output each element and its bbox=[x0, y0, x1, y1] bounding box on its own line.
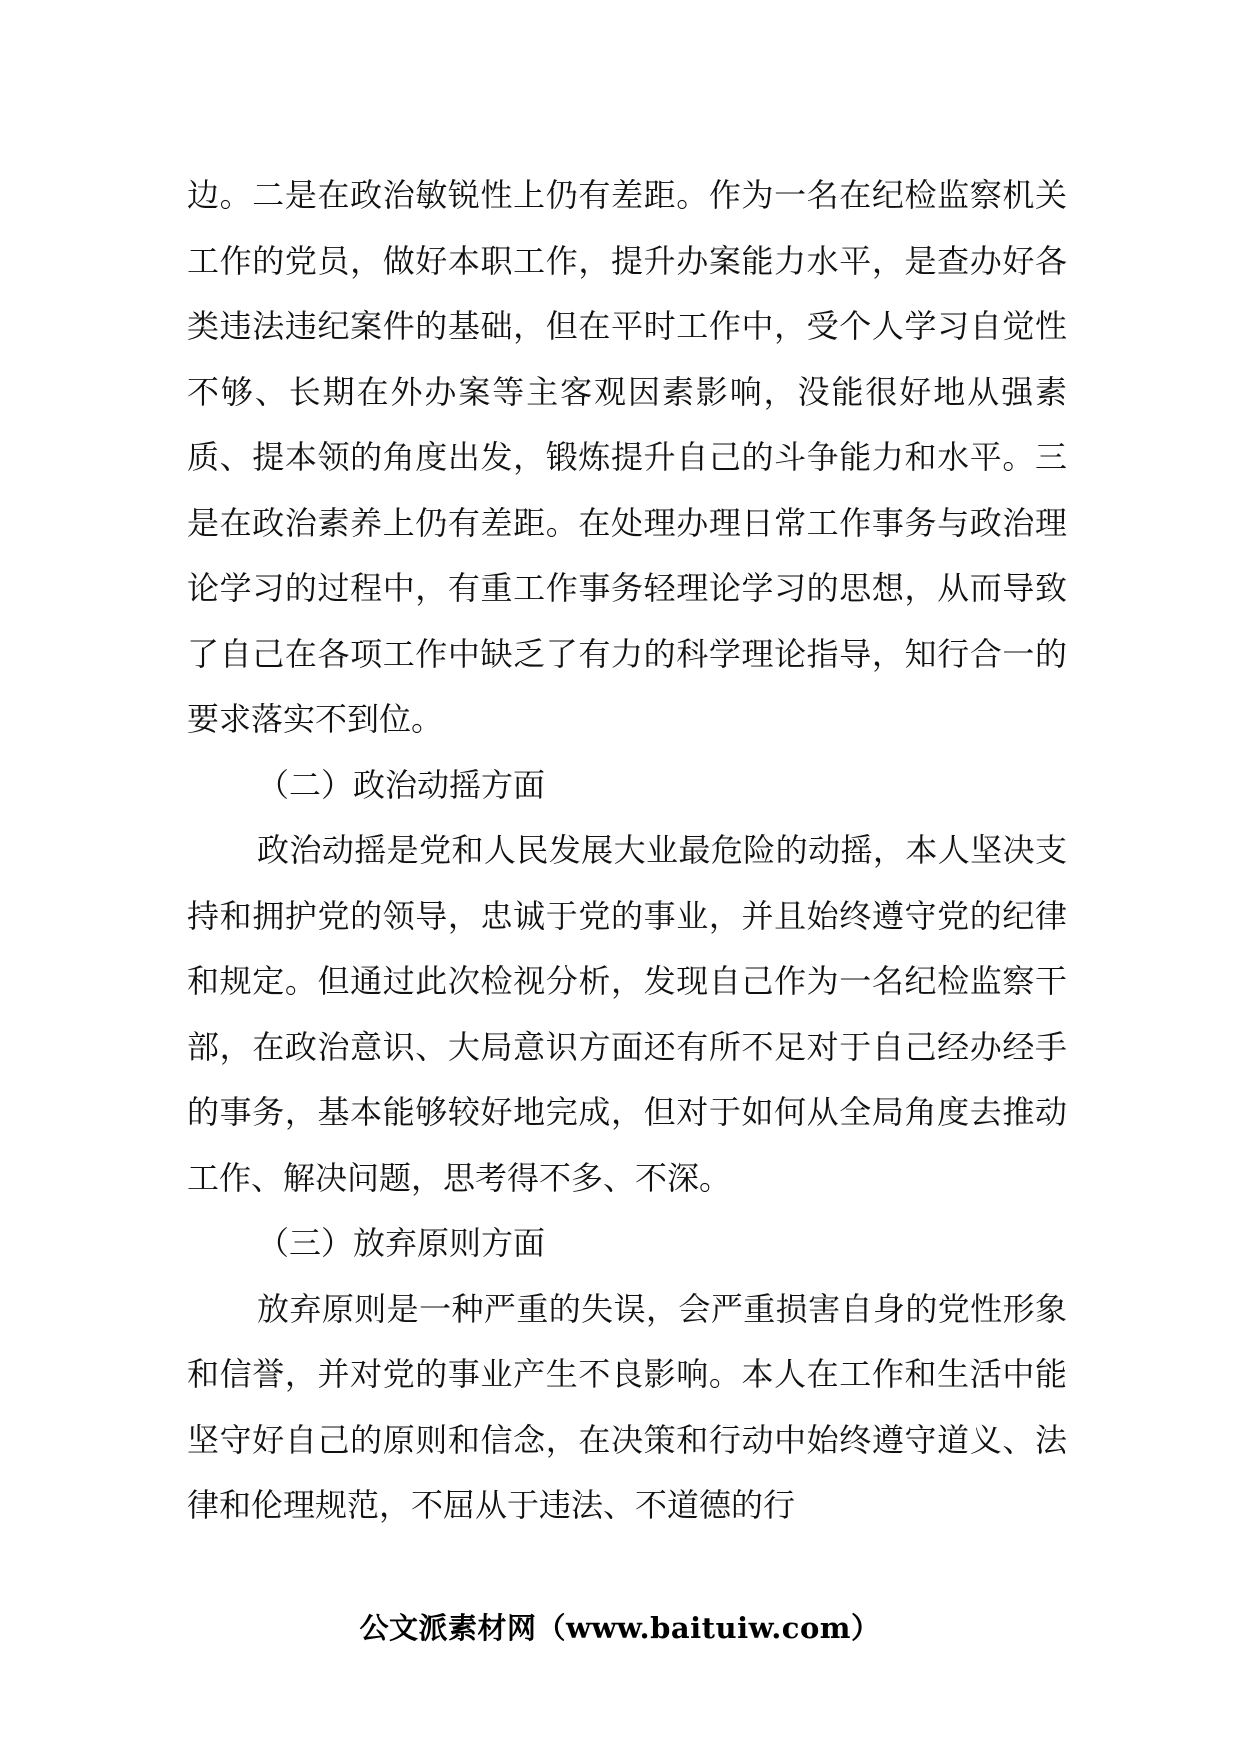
footer-watermark-text: 公文派素材网（www.baituiw.com） bbox=[359, 1611, 881, 1645]
paragraph-abandoning-principles: 放弃原则是一种严重的失误，会严重损害自身的党性形象和信誉，并对党的事业产生不良影响。本人在工作和生活中能坚守好自己的原则和信念，在决策和行动中始终遵守道义、法律和伦理规范，不屈从于违法、不道德的行 bbox=[187, 1289, 1067, 1524]
section-heading-3: （三）放弃原则方面 bbox=[257, 1224, 546, 1262]
document-body bbox=[187, 163, 1067, 1539]
paragraph-continued: 边。二是在政治敏锐性上仍有差距。作为一名在纪检监察机关工作的党员，做好本职工作，提升办案能力水平，是查办好各类违法违纪案件的基础，但在平时工作中，受个人学习自觉性不够、长期在外办案等主客观因素影响，没能很好地从强素质、提本领的角度出发，锻炼提升自己的斗争能力和水平。三是在政治素养上仍有差距。在处理办理日常工作事务与政治理论学习的过程中，有重工作事务轻理论学习的思想，从而导致了自己在各项工作中缺乏了有力的科学理论指导，知行合一的要求落实不到位。 bbox=[187, 176, 1067, 738]
paragraph-political-wavering: 政治动摇是党和人民发展大业最危险的动摇，本人坚决支持和拥护党的领导，忠诚于党的事业，并且始终遵守党的纪律和规定。但通过此次检视分析，发现自己作为一名纪检监察干部，在政治意识、大局意识方面还有所不足对于自己经办经手的事务，基本能够较好地完成，但对于如何从全局角度去推动工作、解决问题，思考得不多、不深。 bbox=[187, 831, 1067, 1197]
section-heading-2: （二）政治动摇方面 bbox=[257, 765, 546, 804]
